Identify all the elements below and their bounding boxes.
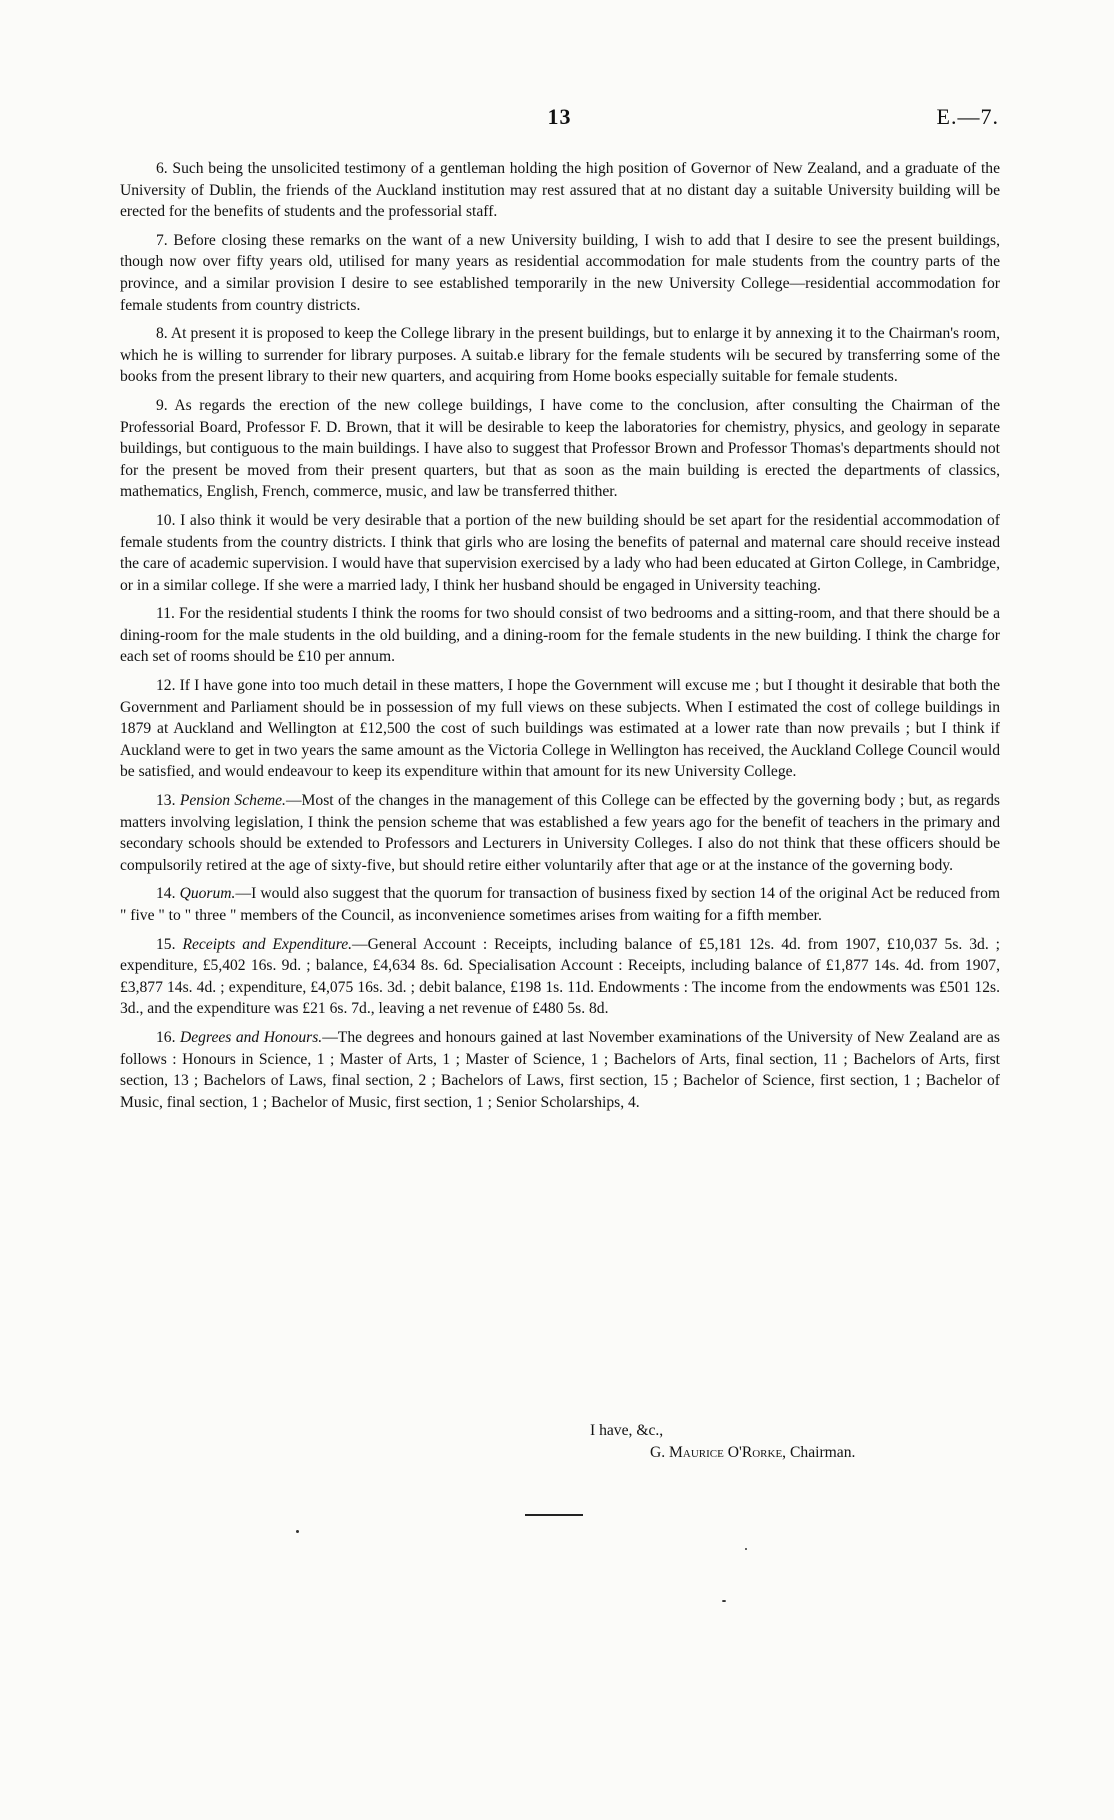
scan-speck: [296, 1530, 299, 1533]
page-number: 13: [547, 104, 572, 129]
signatory-name: G. Maurice O'Rorke,: [650, 1444, 787, 1461]
paragraph-8: 8. At present it is proposed to keep the College library in the present buildings, but to enlarge it by annexing it to the Chairman's room, which he is willing to surrender for library purposes. A suitab.e library for the female students wilı be secured by transferring some of the books from the present library to their new quarters, and acquiring from Home books especially suitable for female students.: [120, 325, 1000, 386]
paragraph-14: [120, 883, 1000, 926]
section-heading-receipts: Receipts and Expenditure.: [182, 935, 353, 953]
paragraph-number: 13.: [156, 792, 176, 810]
paragraph-text: —General Account : Receipts, including balance of £5,181 12s. 4d. from 1907, £10,037 5s. 3d. ; expenditure, £5,402 16s. 9d. ; balance, £4,634 8s. 6d. Specialisation Account : Receipts, including balance of £1,877 14s. 4d. from 1907, £3,877 14s. 4d. ; expenditure, £4,075 16s. 3d. ; debit balance, £198 1s. 11d. Endowments : The income from the endowments was £501 12s. 3d., and the expenditure was £21 6s. 7d., leaving a net revenue of £480 5s. 8d.: [120, 935, 1000, 1018]
signatory-line: [650, 1442, 1000, 1464]
document-reference: E.—7.: [936, 104, 999, 129]
signature-block: [120, 1420, 1000, 1464]
paragraph-16: [120, 1027, 1000, 1113]
scan-speck: [745, 1548, 747, 1550]
scan-speck: [722, 1600, 726, 1602]
section-heading-pension-scheme: Pension Scheme.: [179, 792, 286, 810]
paragraph-text: —Most of the changes in the management of this College can be effected by the governing body ; but, as regards matters involving legislation, I think the pension scheme that was established a few years ago for the benefit of teachers in the primary and secondary schools should be extended to Professors and Lecturers in University Colleges. I also do not think that these officers should be compulsorily retired at the age of sixty-five, but should retire either voluntarily after that age or at the instance of the governing body.: [120, 792, 1000, 874]
end-rule: [525, 1514, 583, 1516]
paragraph-6: 6. Such being the unsolicited testimony of a gentleman holding the high position of Governor of New Zealand, and a graduate of the University of Dublin, the friends of the Auckland institution may rest assured that at no distant day a suitable University building will be erected for the benefits of students and the professorial staff.: [120, 160, 1000, 221]
paragraph-number: 15.: [156, 935, 176, 953]
paragraph-10: 10. I also think it would be very desirable that a portion of the new building should be set apart for the residential accommodation of female students from the country districts. I think that girls who are losing the benefits of paternal and maternal care should receive instead the care of academic supervision. I would have that supervision exercised by a lady who had been educated at Girton College, in Cambridge, or in a similar college. If she were a married lady, I think her husband should be engaged in University teaching.: [120, 511, 1000, 594]
paragraph-13: [120, 790, 1000, 876]
paragraph-15: [120, 934, 1000, 1020]
paragraph-text: —The degrees and honours gained at last November examinations of the University of New Zealand are as follows : Honours in Science, 1 ; Master of Arts, 1 ; Master of Science, 1 ; Bachelors of Arts, final section, 11 ; Bachelors of Arts, first section, 13 ; Bachelors of Laws, final section, 2 ; Bachelors of Laws, first section, 15 ; Bachelor of Science, first section, 1 ; Bachelor of Music, final section, 1 ; Bachelor of Music, first section, 1 ; Senior Scholarships, 4.: [120, 1028, 1001, 1111]
paragraph-12: 12. If I have gone into too much detail in these matters, I hope the Government will excuse me ; but I thought it desirable that both the Government and Parliament should be in possession of my full views on these subjects. When I estimated the cost of college buildings in 1879 at Auckland and Wellington at £12,500 the cost of such buildings was estimated at a lower rate than now prevails ; but I think if Auckland were to get in two years the same amount as the Victoria College in Wellington has received, the Auckland College Council would be satisfied, and would endeavour to keep its expenditure within that amount for its new University College.: [120, 677, 1000, 781]
paragraph-text: —I would also suggest that the quorum for transaction of business fixed by section 14 of the original Act be reduced from " five " to " three " members of the Council, as inconvenience sometimes arises from waiting for a fifth member.: [120, 885, 1000, 924]
paragraph-number: 14.: [156, 885, 176, 903]
paragraph-number: 16.: [156, 1028, 176, 1046]
page-header: [120, 104, 999, 134]
document-body: [120, 158, 1000, 1120]
paragraph-9: 9. As regards the erection of the new college buildings, I have come to the conclusion, after consulting the Chairman of the Professorial Board, Professor F. D. Brown, that it will be desirable to keep the laboratories for chemistry, physics, and geology in separate buildings, but contiguous to the main buildings. I have also to suggest that Professor Brown and Professor Thomas's departments should not for the present be moved from their present quarters, but that as soon as the main building is erected the departments of classics, mathematics, English, French, commerce, music, and law be transferred thither.: [120, 396, 1000, 501]
paragraph-7: 7. Before closing these remarks on the want of a new University building, I wish to add that I desire to see the present buildings, though now over fifty years old, utilised for many years as residential accommodation for male students from the country parts of the province, and a similar provision I desire to see established temporarily in the new University College—residential accommodation for female students from country districts.: [120, 231, 1000, 314]
paragraph-11: 11. For the residential students I think the rooms for two should consist of two bedrooms and a sitting-room, and that there should be a dining-room for the male students in the old building, and a dining-room for the female students in the new building. I think the charge for each set of rooms should be £10 per annum.: [120, 605, 1000, 666]
section-heading-quorum: Quorum.: [179, 885, 236, 903]
signatory-title: Chairman.: [790, 1444, 856, 1461]
section-heading-degrees: Degrees and Honours.: [179, 1028, 323, 1046]
closing-line: I have, &c.,: [590, 1422, 664, 1439]
